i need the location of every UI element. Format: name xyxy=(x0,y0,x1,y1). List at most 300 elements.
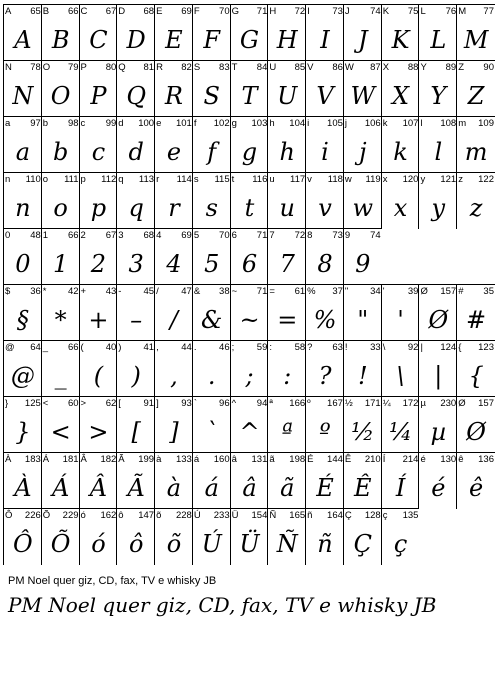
char-cell xyxy=(41,4,80,61)
char-cell xyxy=(154,116,193,173)
char-glyph: M xyxy=(463,26,489,54)
char-key: z xyxy=(458,174,463,185)
char-glyph: w xyxy=(352,194,374,222)
char-key: c xyxy=(80,118,86,129)
char-cell xyxy=(79,340,118,397)
char-cell xyxy=(305,452,344,509)
char-key: Z xyxy=(458,62,465,73)
char-key: [ xyxy=(118,398,121,409)
char-key: B xyxy=(42,6,50,17)
char-code: 66 xyxy=(67,6,79,17)
char-glyph: T xyxy=(241,82,258,110)
char-code: 147 xyxy=(138,510,155,521)
char-key: P xyxy=(80,62,87,73)
char-glyph: e xyxy=(166,138,182,166)
char-key: l xyxy=(420,118,423,129)
char-code: 228 xyxy=(175,510,192,521)
char-key: p xyxy=(80,174,86,185)
char-cell xyxy=(230,172,269,229)
char-code: 133 xyxy=(175,454,192,465)
char-glyph: l xyxy=(434,138,443,166)
char-key: R xyxy=(156,62,163,73)
char-key: S xyxy=(193,62,201,73)
char-cell xyxy=(305,172,344,229)
char-label xyxy=(269,397,305,410)
char-cell xyxy=(305,340,344,397)
char-cell xyxy=(418,396,457,453)
char-key: Ô xyxy=(5,510,13,521)
char-glyph: ó xyxy=(91,530,106,558)
char-code: 60 xyxy=(67,398,79,409)
char-label xyxy=(156,229,192,242)
char-key: Ú xyxy=(193,510,201,521)
char-key: _ xyxy=(42,342,49,353)
char-glyph: § xyxy=(16,306,29,334)
char-cell xyxy=(381,508,420,565)
char-code: 39 xyxy=(407,286,419,297)
char-cell xyxy=(79,452,118,509)
char-code: 40 xyxy=(105,342,117,353)
char-label xyxy=(232,117,268,130)
char-key: Í xyxy=(382,454,386,465)
char-code: 136 xyxy=(478,454,494,465)
char-code: 135 xyxy=(402,510,419,521)
char-cell xyxy=(154,4,193,61)
char-cell xyxy=(3,60,42,117)
char-glyph: à xyxy=(166,474,182,502)
char-key: ; xyxy=(231,342,235,353)
char-glyph: X xyxy=(392,82,410,110)
char-cell xyxy=(154,396,193,453)
char-label xyxy=(383,173,419,186)
char-glyph: . xyxy=(207,362,216,390)
char-cell xyxy=(3,452,42,509)
char-glyph: 2 xyxy=(90,250,107,278)
char-key: n xyxy=(5,174,11,185)
char-key: y xyxy=(420,174,426,185)
char-cell xyxy=(192,452,231,509)
char-glyph: J xyxy=(357,26,368,54)
char-key: % xyxy=(307,286,316,297)
char-key: X xyxy=(382,62,390,73)
char-cell xyxy=(192,60,231,117)
char-glyph: [ xyxy=(131,418,141,446)
char-cell xyxy=(381,172,420,229)
char-cell xyxy=(343,340,382,397)
char-label xyxy=(269,229,305,242)
char-code: 79 xyxy=(67,62,79,73)
char-label xyxy=(345,229,381,242)
char-code: 123 xyxy=(478,342,494,353)
char-key: { xyxy=(458,342,462,353)
char-glyph: @ xyxy=(10,362,35,390)
char-glyph: _ xyxy=(54,362,67,390)
char-code: 72 xyxy=(294,6,306,17)
char-glyph: | xyxy=(434,362,443,390)
char-key: É xyxy=(307,454,314,465)
char-glyph: f xyxy=(207,138,217,166)
char-code: 166 xyxy=(289,398,306,409)
char-label xyxy=(5,5,41,18)
char-code: 62 xyxy=(105,398,117,409)
char-key: # xyxy=(458,286,464,297)
char-code: 71 xyxy=(256,6,268,17)
char-label xyxy=(232,509,268,522)
char-glyph: 4 xyxy=(166,250,182,278)
char-key: - xyxy=(118,286,122,297)
char-cell xyxy=(267,340,306,397)
char-cell xyxy=(305,228,344,285)
char-label xyxy=(345,117,381,130)
char-label xyxy=(118,117,154,130)
char-key: K xyxy=(382,6,390,17)
char-cell xyxy=(3,4,42,61)
char-key: H xyxy=(269,6,277,17)
char-label xyxy=(81,285,117,298)
char-key: 7 xyxy=(269,230,275,241)
char-key: ã xyxy=(269,454,275,465)
char-label xyxy=(81,5,117,18)
char-glyph: – xyxy=(130,306,143,334)
char-key: . xyxy=(193,342,197,353)
char-key: $ xyxy=(5,286,11,297)
char-glyph: p xyxy=(90,194,107,222)
char-code: 59 xyxy=(256,342,268,353)
char-glyph: O xyxy=(50,82,71,110)
char-cell xyxy=(418,452,457,509)
char-code: 63 xyxy=(332,342,343,353)
char-label xyxy=(232,229,268,242)
char-glyph: S xyxy=(203,82,220,110)
char-label xyxy=(194,397,230,410)
char-cell xyxy=(192,340,231,397)
char-cell xyxy=(79,508,118,565)
char-glyph: : xyxy=(283,362,292,390)
char-label xyxy=(269,341,305,354)
char-key: T xyxy=(231,62,238,73)
char-key: Ø xyxy=(458,398,466,409)
char-cell xyxy=(154,172,193,229)
char-key: t xyxy=(231,174,235,185)
char-cell xyxy=(418,284,457,341)
char-label xyxy=(345,509,381,522)
char-cell xyxy=(381,340,423,397)
char-code: 128 xyxy=(364,510,381,521)
char-glyph: é xyxy=(431,474,446,502)
char-key: W xyxy=(344,62,354,73)
char-label xyxy=(420,341,456,354)
char-glyph: > xyxy=(88,418,109,446)
char-label xyxy=(156,453,192,466)
char-code: 172 xyxy=(402,398,419,409)
char-key: * xyxy=(42,286,47,297)
char-code: 71 xyxy=(256,286,268,297)
char-glyph: Ã xyxy=(127,474,145,502)
char-key: Ç xyxy=(344,510,352,521)
char-key: , xyxy=(156,342,159,353)
char-key: ô xyxy=(118,510,124,521)
char-glyph: Ø xyxy=(428,306,449,334)
char-label xyxy=(307,117,343,130)
char-glyph: E xyxy=(165,26,183,54)
char-cell xyxy=(343,4,382,61)
char-code: 64 xyxy=(30,342,41,353)
char-code: 164 xyxy=(327,510,343,521)
char-cell xyxy=(154,508,193,565)
char-code: 101 xyxy=(175,118,192,129)
char-cell xyxy=(381,116,423,173)
char-cell xyxy=(267,396,306,453)
char-code: 73 xyxy=(332,6,343,17)
char-label xyxy=(420,453,456,466)
char-code: 125 xyxy=(24,398,41,409)
char-label xyxy=(269,117,305,130)
char-key: b xyxy=(42,118,49,129)
char-code: 82 xyxy=(181,62,192,73)
char-label xyxy=(43,173,79,186)
char-key: k xyxy=(382,118,388,129)
char-key: > xyxy=(80,398,87,409)
char-key: u xyxy=(269,174,275,185)
char-glyph: ' xyxy=(397,306,404,334)
char-label xyxy=(5,229,41,242)
char-cell xyxy=(305,4,344,61)
char-label xyxy=(269,453,305,466)
char-glyph: } xyxy=(15,418,31,446)
char-label xyxy=(43,341,79,354)
char-key: A xyxy=(5,6,12,17)
char-code: 76 xyxy=(445,6,457,17)
char-key: I xyxy=(307,6,310,17)
char-label xyxy=(232,61,268,74)
char-label xyxy=(232,285,268,298)
char-key: | xyxy=(420,342,423,353)
char-key: Á xyxy=(42,454,50,465)
char-key: M xyxy=(458,6,467,17)
char-key: µ xyxy=(420,398,426,409)
char-key: + xyxy=(80,286,87,297)
char-label xyxy=(345,285,381,298)
char-code: 36 xyxy=(30,286,41,297)
char-key: o xyxy=(42,174,49,185)
char-key: " xyxy=(344,286,349,297)
char-key: ) xyxy=(118,342,122,353)
char-code: 157 xyxy=(478,398,494,409)
char-key: m xyxy=(458,118,467,129)
char-code: 165 xyxy=(289,510,306,521)
char-label xyxy=(81,117,117,130)
char-cell xyxy=(41,396,80,453)
char-glyph: F xyxy=(203,26,221,54)
sample-text-large: PM Noel quer giz, CD, fax, TV e whisky JB xyxy=(8,593,437,617)
char-glyph: K xyxy=(391,26,410,54)
char-code: 154 xyxy=(251,510,268,521)
char-label xyxy=(43,229,79,242)
char-cell xyxy=(267,60,306,117)
char-glyph: 9 xyxy=(355,250,371,278)
char-cell xyxy=(230,508,269,565)
char-label xyxy=(383,117,419,130)
char-code: 233 xyxy=(213,510,230,521)
char-label xyxy=(156,173,192,186)
char-glyph: q xyxy=(128,194,144,222)
char-key: ¼ xyxy=(382,398,391,409)
char-label xyxy=(43,117,79,130)
char-key: / xyxy=(156,286,159,297)
char-code: 198 xyxy=(289,454,306,465)
char-key: à xyxy=(156,454,162,465)
char-label xyxy=(194,173,230,186)
char-glyph: z xyxy=(469,194,483,222)
char-code: 98 xyxy=(67,118,79,129)
char-label xyxy=(269,61,305,74)
char-key: é xyxy=(420,454,426,465)
char-code: 58 xyxy=(294,342,306,353)
char-cell xyxy=(3,172,42,229)
char-glyph: { xyxy=(468,362,484,390)
char-cell xyxy=(343,396,382,453)
char-code: 94 xyxy=(256,398,268,409)
char-cell xyxy=(154,452,193,509)
char-key: ½ xyxy=(344,398,353,409)
char-key: Ø xyxy=(420,286,428,297)
char-glyph: µ xyxy=(430,418,447,446)
char-cell xyxy=(418,116,457,173)
char-glyph: Í xyxy=(395,474,406,502)
char-key: h xyxy=(269,118,275,129)
char-label xyxy=(345,397,381,410)
char-code: 107 xyxy=(402,118,419,129)
char-key: f xyxy=(193,118,197,129)
char-code: 45 xyxy=(143,286,155,297)
char-label xyxy=(232,453,268,466)
char-code: 46 xyxy=(219,342,230,353)
char-label xyxy=(307,229,343,242)
char-cell xyxy=(41,452,80,509)
char-glyph: = xyxy=(277,306,298,334)
char-cell xyxy=(3,116,42,173)
char-code: 87 xyxy=(370,62,381,73)
char-key: ª xyxy=(269,398,273,409)
char-label xyxy=(307,285,343,298)
char-code: 74 xyxy=(370,230,381,241)
char-label xyxy=(118,285,154,298)
char-key: 0 xyxy=(5,230,11,241)
char-code: 103 xyxy=(251,118,268,129)
char-label xyxy=(307,509,343,522)
char-glyph: A xyxy=(14,26,32,54)
char-code: 73 xyxy=(332,230,343,241)
char-code: 67 xyxy=(105,230,117,241)
char-cell xyxy=(116,340,155,397)
char-cell xyxy=(381,284,420,341)
char-glyph: n xyxy=(15,194,31,222)
char-key: j xyxy=(344,118,348,129)
char-key: < xyxy=(42,398,49,409)
char-label xyxy=(194,341,230,354)
char-key: \ xyxy=(382,342,386,353)
char-code: 68 xyxy=(143,6,155,17)
char-label xyxy=(383,509,419,522)
char-cell xyxy=(79,172,118,229)
char-glyph: C xyxy=(89,26,108,54)
char-code: 37 xyxy=(332,286,343,297)
char-cell xyxy=(192,228,231,285)
char-code: 91 xyxy=(143,398,155,409)
char-code: 131 xyxy=(251,454,268,465)
char-key: ^ xyxy=(231,398,237,409)
char-code: 34 xyxy=(370,286,381,297)
char-code: 119 xyxy=(365,174,381,185)
char-glyph: Ø xyxy=(466,418,486,446)
char-key: ñ xyxy=(307,510,313,521)
char-cell xyxy=(230,4,269,61)
char-cell xyxy=(267,116,306,173)
char-cell xyxy=(456,60,495,117)
char-key: @ xyxy=(5,342,15,353)
char-key: N xyxy=(5,62,12,73)
char-glyph: % xyxy=(313,306,337,334)
char-code: 105 xyxy=(327,118,343,129)
char-cell xyxy=(305,508,344,565)
char-label xyxy=(118,509,154,522)
char-cell xyxy=(116,284,155,341)
char-code: 157 xyxy=(440,286,457,297)
char-cell xyxy=(79,116,118,173)
char-cell xyxy=(267,284,306,341)
char-label xyxy=(307,341,343,354)
char-code: 33 xyxy=(370,342,381,353)
char-cell xyxy=(230,452,269,509)
char-glyph: i xyxy=(321,138,329,166)
char-label xyxy=(118,5,154,18)
char-glyph: k xyxy=(393,138,408,166)
char-key: Q xyxy=(118,62,126,73)
char-glyph: À xyxy=(14,474,32,502)
char-glyph: W xyxy=(350,82,376,110)
char-cell xyxy=(418,172,457,229)
char-label xyxy=(81,341,117,354)
char-cell xyxy=(116,172,155,229)
char-label xyxy=(118,173,154,186)
char-label xyxy=(458,61,494,74)
char-glyph: D xyxy=(126,26,146,54)
char-glyph: # xyxy=(466,306,487,334)
char-cell xyxy=(3,340,42,397)
char-label xyxy=(383,5,419,18)
char-glyph: ¼ xyxy=(388,418,413,446)
char-glyph: L xyxy=(430,26,447,54)
char-label xyxy=(307,5,343,18)
char-glyph: 3 xyxy=(128,250,144,278)
char-glyph: Ç xyxy=(353,530,372,558)
char-glyph: V xyxy=(316,82,334,110)
char-glyph: 5 xyxy=(204,250,220,278)
char-code: 124 xyxy=(440,342,457,353)
char-code: 93 xyxy=(181,398,192,409)
char-code: 71 xyxy=(256,230,268,241)
char-key: ` xyxy=(193,398,198,409)
char-code: 112 xyxy=(101,174,117,185)
char-cell xyxy=(343,508,382,565)
char-cell xyxy=(418,60,457,117)
char-label xyxy=(420,285,456,298)
char-cell xyxy=(456,340,495,397)
char-glyph: H xyxy=(276,26,298,54)
char-key: e xyxy=(156,118,162,129)
char-key: ê xyxy=(458,454,464,465)
char-label xyxy=(194,117,230,130)
